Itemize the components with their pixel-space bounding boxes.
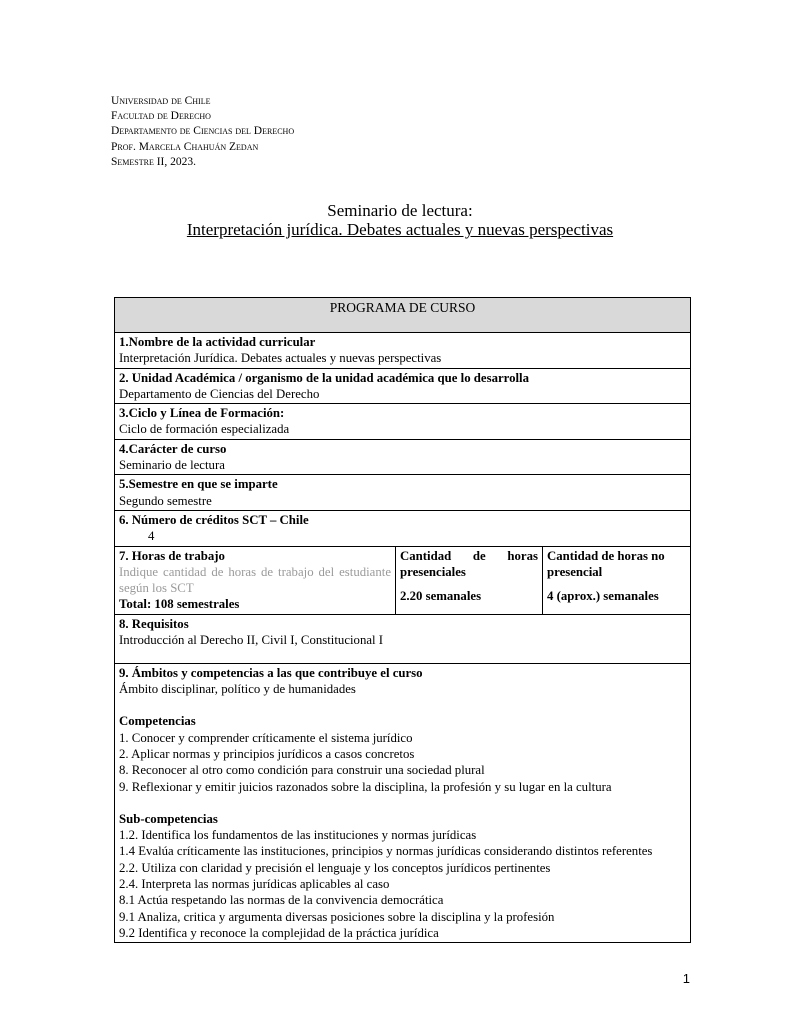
section-3-value: Ciclo de formación especializada [119, 422, 290, 437]
section-8 [115, 614, 691, 663]
section-7 [115, 546, 691, 614]
hours-nopresencial-value: 4 (aprox.) semanales [547, 589, 659, 604]
subcompetencia-item: 1.4 Evalúa críticamente las instituciones, principios y normas jurídicas considerando distintos referentes [119, 844, 653, 859]
competencia-item: 1. Conocer y comprender críticamente el sistema jurídico [119, 730, 413, 745]
section-6-label: 6. Número de créditos SCT – Chile [119, 512, 309, 527]
section-4-label: 4.Carácter de curso [119, 441, 227, 456]
section-9 [115, 663, 691, 942]
header-department: Departamento de Ciencias del Derecho [111, 125, 295, 138]
section-1-label: 1.Nombre de la actividad curricular [119, 335, 316, 349]
section-5 [115, 475, 691, 511]
section-2-value: Departamento de Ciencias del Derecho [119, 386, 320, 401]
subcompetencia-item: 9.2 Identifica y reconoce la complejidad de la práctica jurídica [119, 925, 439, 940]
hours-presencial-label: Cantidad de horas presenciales [400, 548, 538, 579]
document-title: Seminario de lectura: [327, 201, 473, 220]
competencia-item: 9. Reflexionar y emitir juicios razonados sobre la disciplina, la profesión y su lugar en la cultura [119, 779, 612, 794]
section-6 [115, 510, 691, 546]
competencia-item: 2. Aplicar normas y principios jurídicos a casos concretos [119, 746, 415, 761]
section-4 [115, 439, 691, 475]
section-4-value: Seminario de lectura [119, 458, 225, 473]
subcompetencia-item: 2.2. Utiliza con claridad y precisión el lenguaje y los conceptos jurídicos pertinentes [119, 860, 551, 875]
section-9-ambito: Ámbito disciplinar, político y de humanidades [119, 682, 356, 697]
section-1-value: Interpretación Jurídica. Debates actuales y nuevas perspectivas [119, 351, 442, 366]
section-7-label: 7. Horas de trabajo [119, 548, 225, 563]
section-5-value: Segundo semestre [119, 493, 212, 508]
header-faculty: Facultad de Derecho [111, 110, 211, 123]
section-5-label: 5.Semestre en que se imparte [119, 477, 278, 492]
hours-nopresencial-label: Cantidad de horas no presencial [547, 548, 665, 579]
competencia-item: 8. Reconocer al otro como condición para construir una sociedad plural [119, 763, 485, 778]
subcompetencia-item: 9.1 Analiza, critica y argumenta diversas posiciones sobre la disciplina y la profesión [119, 909, 555, 924]
section-7-hint: Indique cantidad de horas de trabajo del estudiante según los SCT [119, 564, 391, 596]
section-6-value: 4 [148, 529, 155, 544]
section-3-label: 3.Ciclo y Línea de Formación: [119, 406, 285, 421]
header-university: Universidad de Chile [111, 95, 211, 107]
document-header [111, 94, 294, 170]
subcompetencia-item: 8.1 Actúa respetando las normas de la convivencia democrática [119, 893, 444, 908]
section-7-total: Total: 108 semestrales [119, 597, 240, 612]
section-3 [115, 404, 691, 440]
subcompetencias-label: Sub-competencias [119, 811, 218, 826]
section-9-label: 9. Ámbitos y competencias a las que contribuye el curso [119, 665, 423, 680]
section-8-label: 8. Requisitos [119, 616, 189, 631]
header-professor: Prof. Marcela Chahuán Zedan [111, 140, 259, 153]
section-2-label: 2. Unidad Académica / organismo de la unidad académica que lo desarrolla [119, 370, 529, 385]
competencias-label: Competencias [119, 714, 196, 729]
program-heading: PROGRAMA DE CURSO [115, 298, 691, 333]
hours-presencial-value: 2.20 semanales [400, 589, 482, 604]
subcompetencia-item: 2.4. Interpreta las normas jurídicas aplicables al caso [119, 877, 390, 892]
program-table [114, 297, 691, 943]
page-number: 1 [682, 971, 690, 986]
section-8-value: Introducción al Derecho II, Civil I, Constitucional I [119, 633, 384, 648]
document-subtitle: Interpretación jurídica. Debates actuales y nuevas perspectivas [186, 220, 614, 239]
subcompetencia-item: 1.2. Identifica los fundamentos de las instituciones y normas jurídicas [119, 828, 477, 843]
section-1 [115, 333, 691, 369]
header-semester: Semestre II, 2023. [111, 155, 197, 168]
section-2 [115, 368, 691, 404]
